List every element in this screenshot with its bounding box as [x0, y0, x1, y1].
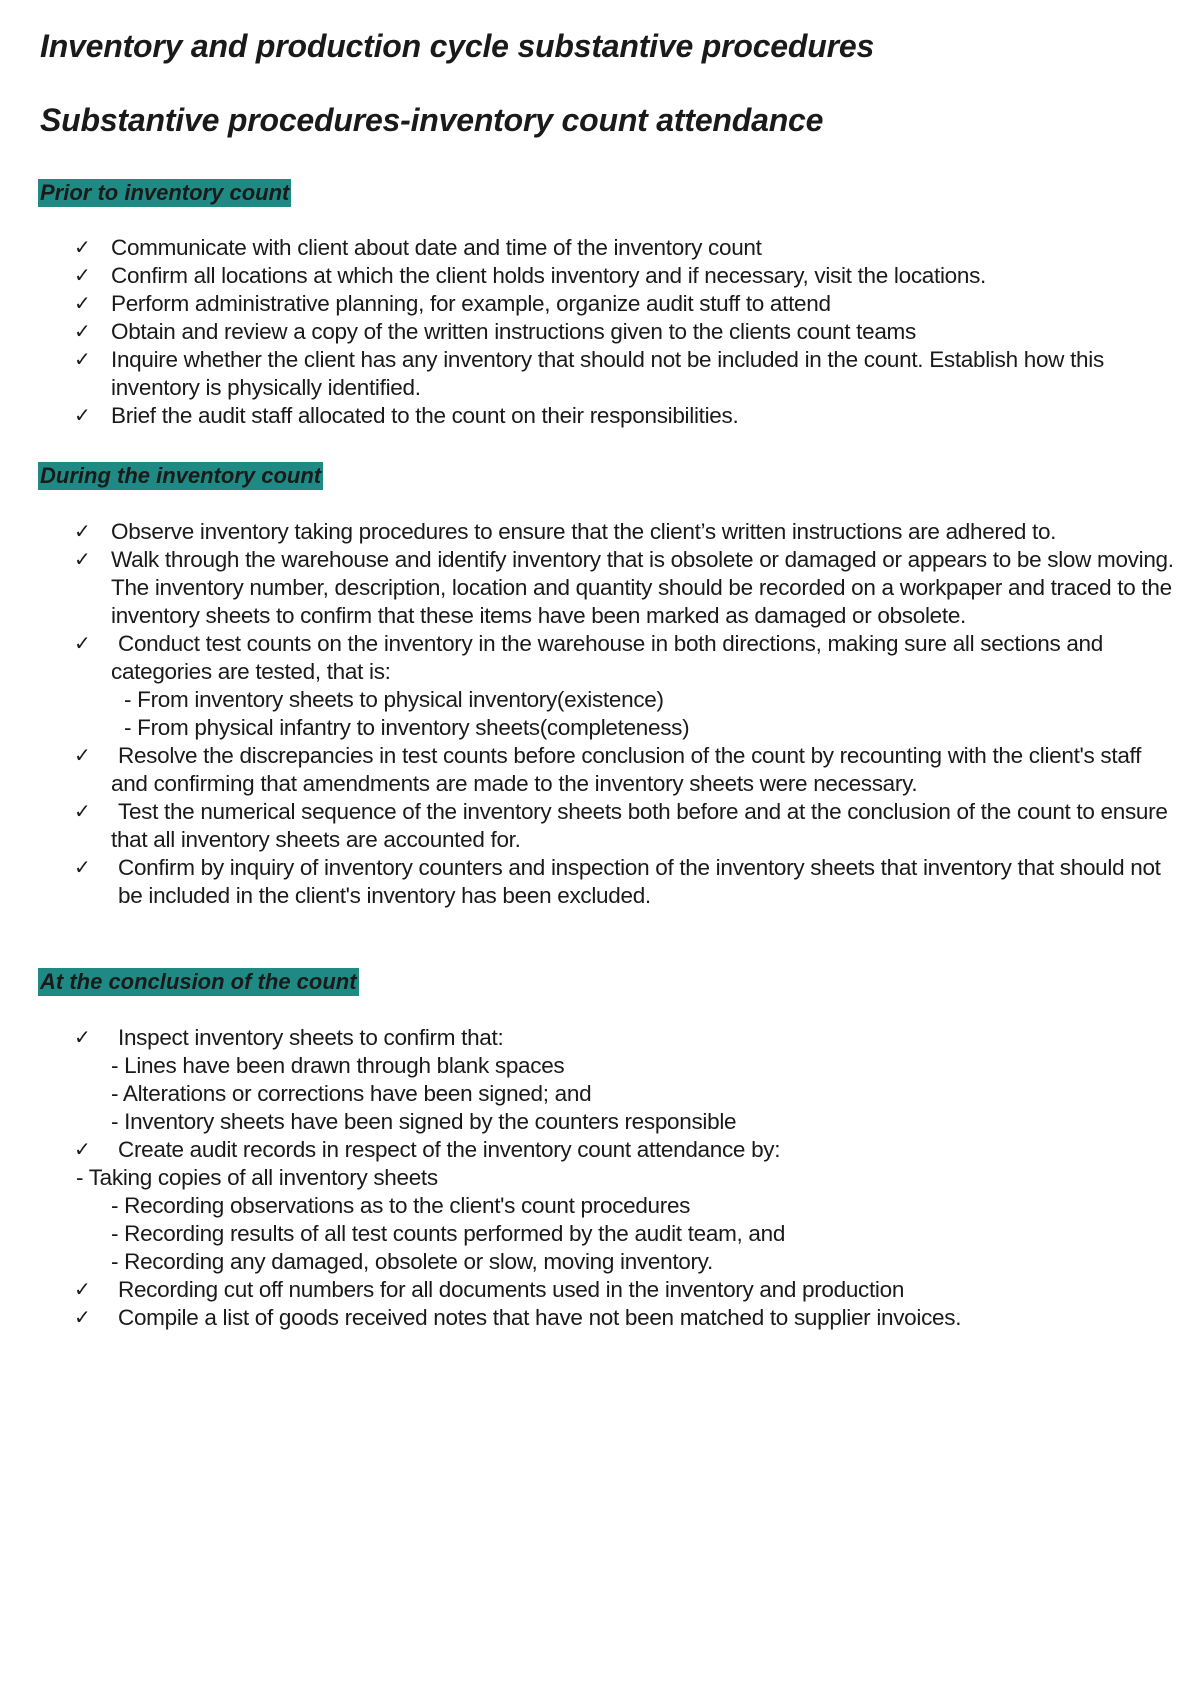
section-heading-during: During the inventory count — [40, 463, 322, 488]
list-item-text: Confirm all locations at which the client holds inventory and if necessary, visit the locations. — [111, 263, 986, 288]
sub-item: - Recording any damaged, obsolete or slow, moving inventory. — [111, 1249, 713, 1274]
list-item-text: Inspect inventory sheets to confirm that: — [118, 1025, 504, 1050]
list-item — [0, 402, 1200, 430]
document-title: Inventory and production cycle substantive procedures — [40, 28, 875, 64]
list-item-text: Conduct test counts on the inventory in the warehouse in both directions, making sure all sections and categories are tested, that is: — [111, 631, 1109, 684]
list-item-text: Test the numerical sequence of the inventory sheets both before and at the conclusion of the count to ensure that all inventory sheets are accounted for. — [111, 799, 1174, 852]
list-item-text: Inquire whether the client has any inventory that should not be included in the count. Establish how this inventory is physically identified. — [111, 347, 1110, 400]
sub-item: - Lines have been drawn through blank spaces — [111, 1053, 565, 1078]
check-icon: ✓ — [74, 1027, 91, 1049]
section-heading-conclusion: At the conclusion of the count — [40, 969, 357, 994]
check-icon: ✓ — [74, 237, 91, 259]
sub-item: - Alterations or corrections have been signed; and — [111, 1081, 592, 1106]
list-item — [0, 234, 1200, 262]
list-item-text: Recording cut off numbers for all documents used in the inventory and production — [118, 1277, 905, 1302]
list-item — [0, 798, 1200, 854]
sub-item: - Recording observations as to the client's count procedures — [111, 1193, 691, 1218]
list-item — [0, 290, 1200, 318]
list-item — [0, 518, 1200, 546]
list-item-text: Obtain and review a copy of the written instructions given to the clients count teams — [111, 319, 916, 344]
conclusion-checklist — [0, 1024, 1200, 1332]
list-item — [0, 1276, 1200, 1304]
list-item — [0, 1304, 1200, 1332]
sub-item: - From physical infantry to inventory sheets(completeness) — [124, 715, 690, 740]
check-icon: ✓ — [74, 349, 91, 371]
list-item — [0, 630, 1200, 686]
list-item — [0, 346, 1200, 402]
list-item-text: Communicate with client about date and time of the inventory count — [111, 235, 762, 260]
check-icon: ✓ — [74, 1307, 91, 1329]
section-heading-prior: Prior to inventory count — [40, 180, 290, 205]
check-icon: ✓ — [74, 549, 91, 571]
list-item-text: Confirm by inquiry of inventory counters and inspection of the inventory sheets that inventory that should not be included in the client's inventory has been excluded. — [118, 855, 1167, 908]
check-icon: ✓ — [74, 801, 91, 823]
check-icon: ✓ — [74, 857, 91, 879]
list-item-text: Compile a list of goods received notes that have not been matched to supplier invoices. — [118, 1305, 962, 1330]
check-icon: ✓ — [74, 1139, 91, 1161]
list-item-text: Create audit records in respect of the inventory count attendance by: — [118, 1137, 781, 1162]
check-icon: ✓ — [74, 321, 91, 343]
during-checklist — [0, 518, 1200, 910]
sub-item: - Taking copies of all inventory sheets — [76, 1165, 438, 1190]
check-icon: ✓ — [74, 1279, 91, 1301]
prior-checklist — [0, 234, 1200, 430]
list-item — [0, 1024, 1200, 1052]
check-icon: ✓ — [74, 521, 91, 543]
list-item-text: Walk through the warehouse and identify inventory that is obsolete or damaged or appears to be slow moving. The inventory number, description, location and quantity should be recorded on a workpaper and traced to the inventory sheets to confirm that these items have been marked as damaged or obsolete. — [111, 547, 1180, 628]
check-icon: ✓ — [74, 293, 91, 315]
list-item-text: Observe inventory taking procedures to ensure that the client’s written instructions are adhered to. — [111, 519, 1057, 544]
check-icon: ✓ — [74, 633, 91, 655]
sub-item: - From inventory sheets to physical inventory(existence) — [124, 687, 664, 712]
list-item — [0, 318, 1200, 346]
list-item-text: Resolve the discrepancies in test counts before conclusion of the count by recounting with the client's staff and confirming that amendments are made to the inventory sheets were necessary. — [111, 743, 1147, 796]
check-icon: ✓ — [74, 265, 91, 287]
list-item-text: Perform administrative planning, for example, organize audit stuff to attend — [111, 291, 831, 316]
list-item — [0, 1136, 1200, 1164]
list-item — [0, 262, 1200, 290]
list-item — [0, 742, 1200, 798]
sub-item: - Inventory sheets have been signed by the counters responsible — [111, 1109, 737, 1134]
document-subtitle: Substantive procedures-inventory count attendance — [40, 102, 824, 138]
check-icon: ✓ — [74, 745, 91, 767]
sub-item: - Recording results of all test counts performed by the audit team, and — [111, 1221, 786, 1246]
check-icon: ✓ — [74, 405, 91, 427]
list-item — [0, 854, 1200, 910]
list-item — [0, 546, 1200, 630]
list-item-text: Brief the audit staff allocated to the count on their responsibilities. — [111, 403, 739, 428]
